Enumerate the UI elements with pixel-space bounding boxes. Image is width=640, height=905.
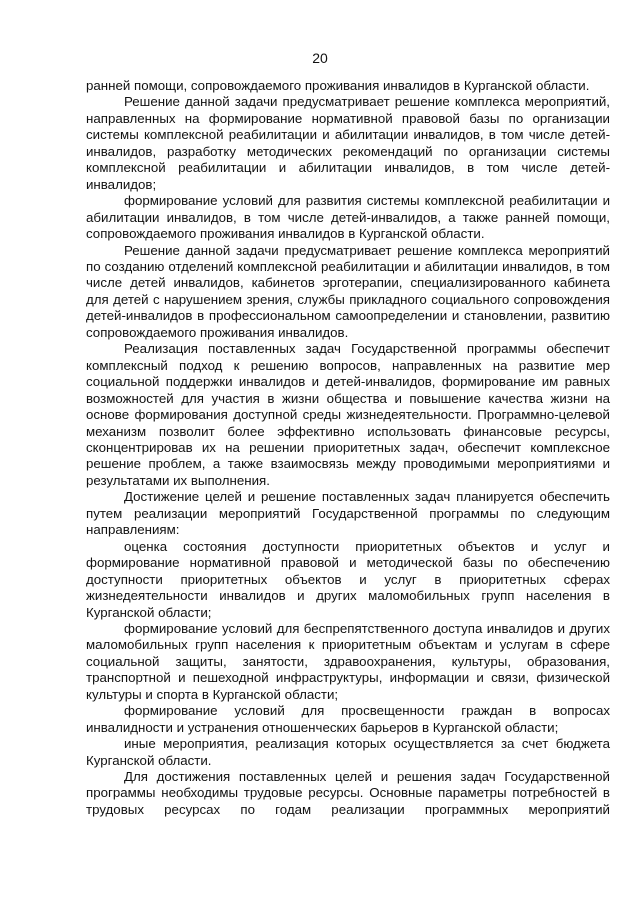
page-number: 20 [312,50,328,66]
paragraph: формирование условий для просвещенности граждан в вопросах инвалидности и устранения отношенческих барьеров в Курганской области; [86,703,610,735]
paragraph: иные мероприятия, реализация которых осуществляется за счет бюджета Курганской области. [86,736,610,768]
body-text [86,78,610,818]
paragraph-continuation: ранней помощи, сопровождаемого проживания инвалидов в Курганской области. [86,78,590,93]
paragraph: формирование условий для беспрепятственного доступа инвалидов и других маломобильных групп населения к приоритетным объектам и услугам в сфере социальной защиты, занятости, здравоохранения, культуры, образования, транспортной и пешеходной инфраструктуры, информации и связи, физической культуры и спорта в Курганской области; [86,620,610,702]
paragraph: Достижение целей и решение поставленных задач планируется обеспечить путем реализации мероприятий Государственной программы по следующим направлениям: [86,489,610,538]
paragraph: оценка состояния доступности приоритетных объектов и услуг и формирование нормативной правовой и методической базы по обеспечению доступности приоритетных объектов и услуг в приоритетных сферах жизнедеятельности инвалидов и других маломобильных групп населения в Курганской области; [86,538,610,620]
paragraph: Решение данной задачи предусматривает решение комплекса мероприятий по созданию отделений комплексной реабилитации и абилитации инвалидов, в том числе детей инвалидов, кабинетов эрготерапии, специализированного кабинета для детей с нарушением зрения, службы прикладного социального сопровождения детей-инвалидов в профессиональном самоопределении и становлении, развитию сопровождаемого проживания инвалидов. [86,242,610,340]
paragraph: формирование условий для развития системы комплексной реабилитации и абилитации инвалидов, в том числе детей-инвалидов, а также ранней помощи, сопровождаемого проживания инвалидов в Курганской области. [86,193,610,242]
paragraph: Решение данной задачи предусматривает решение комплекса мероприятий, направленных на формирование нормативной правовой базы по организации системы комплексной реабилитации и абилитации инвалидов, в том числе детей-инвалидов, разработку методических рекомендаций по организации системы комплексной реабилитации и абилитации инвалидов, в том числе детей-инвалидов; [86,94,610,192]
paragraph: Для достижения поставленных целей и решения задач Государственной программы необходимы трудовые ресурсы. Основные параметры потребностей в трудовых ресурсах по годам реализации программных мероприятий [86,769,610,817]
paragraph: Реализация поставленных задач Государственной программы обеспечит комплексный подход к решению вопросов, направленных на развитие мер социальной поддержки инвалидов и детей-инвалидов, формирование им равных возможностей для участия в жизни общества и повышение качества жизни на основе формирования доступной среды жизнедеятельности. Программно-целевой механизм позволит более эффективно использовать финансовые ресурсы, сконцентрировав их на решении приоритетных задач, обеспечит комплексное решение проблем, а также взаимосвязь между проводимыми мероприятиями и результатами их выполнения. [86,341,610,488]
